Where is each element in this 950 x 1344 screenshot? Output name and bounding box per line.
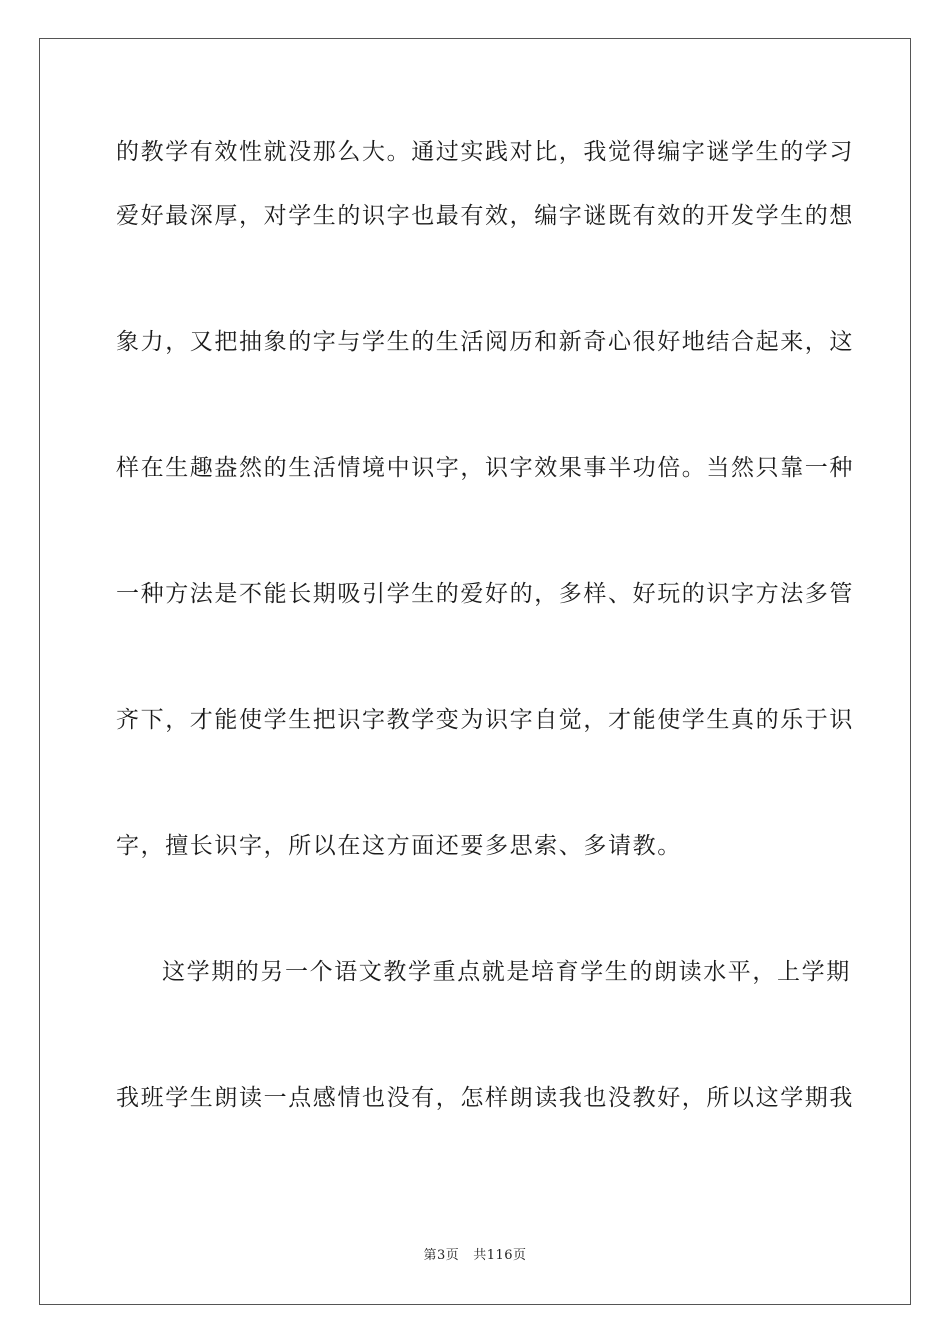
text-line: 字，擅长识字，所以在这方面还要多思索、多请教。: [116, 833, 682, 859]
text-line: 一种方法是不能长期吸引学生的爱好的，多样、好玩的识字方法多管: [116, 581, 854, 607]
text-line: 的教学有效性就没那么大。通过实践对比，我觉得编字谜学生的学习: [116, 139, 854, 165]
text-line: 齐下，才能使学生把识字教学变为识字自觉，才能使学生真的乐于识: [116, 707, 854, 733]
text-line: 我班学生朗读一点感情也没有，怎样朗读我也没教好，所以这学期我: [116, 1085, 854, 1111]
text-line: 样在生趣盎然的生活情境中识字，识字效果事半功倍。当然只靠一种: [116, 455, 854, 481]
page-total: 共116页: [473, 1248, 527, 1263]
paragraph-start-line: 这学期的另一个语文教学重点就是培育学生的朗读水平，上学期: [162, 959, 851, 985]
page-number: 第3页: [423, 1248, 460, 1263]
text-line: 爱好最深厚，对学生的识字也最有效，编字谜既有效的开发学生的想: [116, 203, 854, 229]
page-footer: [0, 1246, 950, 1266]
text-line: 象力，又把抽象的字与学生的生活阅历和新奇心很好地结合起来，这: [116, 329, 854, 355]
document-body: [116, 120, 854, 1192]
